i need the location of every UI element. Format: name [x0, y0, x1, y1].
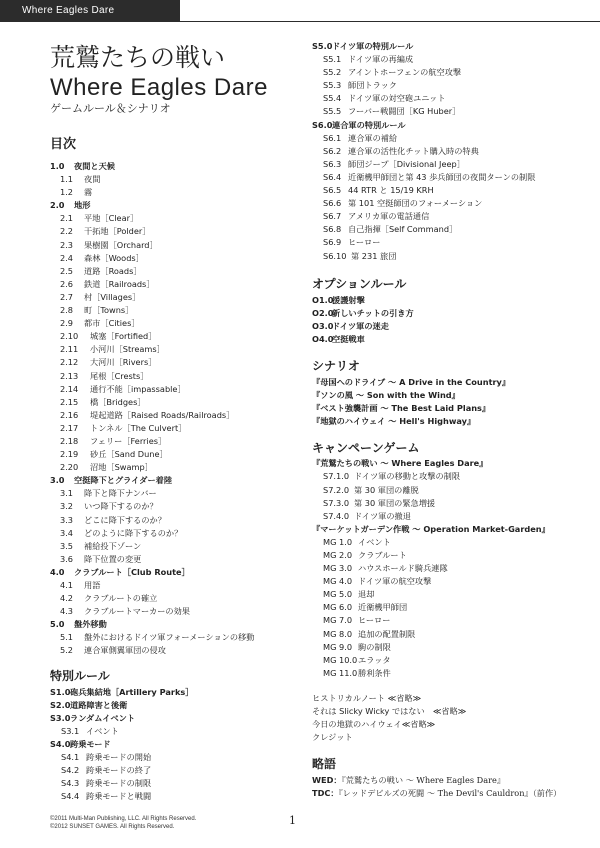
toc-entry [50, 540, 290, 553]
entry-number: S5.1 [323, 54, 342, 65]
toc-entry [50, 383, 290, 396]
entry-number: S6.1 [323, 132, 342, 143]
entry-title: 降下位置の変更 [84, 553, 142, 564]
entry-title: 跨乗モードの終了 [86, 765, 152, 776]
entry-title: ドイツ軍の航空攻撃 [358, 576, 432, 587]
entry-number: 2.13 [60, 370, 79, 381]
entry-title: 尾根［Crests］ [90, 370, 149, 381]
misc-item: クレジット [312, 732, 353, 743]
entry-title: 果樹園［Orchard］ [84, 239, 158, 250]
campaign-entry [312, 641, 572, 654]
toc-entry [50, 592, 290, 605]
entry-title: 跨乗モード [70, 738, 111, 749]
entry-title: ドイツ軍の再編成 [348, 54, 414, 65]
title-english: Where Eagles Dare [50, 74, 268, 101]
campaign-entry [312, 536, 572, 549]
toc-list [50, 160, 290, 658]
campaign-entry [312, 601, 572, 614]
toc-entry [50, 527, 290, 540]
campaign-entry [312, 667, 572, 680]
entry-number: S5.5 [323, 106, 342, 117]
entry-title: 第 30 軍団の緊急増援 [354, 497, 436, 508]
entry-number: 2.7 [60, 291, 74, 302]
entry-number: 2.2 [60, 226, 74, 237]
entry-number: 2.17 [60, 422, 79, 433]
toc-entry [50, 304, 290, 317]
campaign-entry [312, 549, 572, 562]
scenario-item: 『母国へのドライブ 〜 A Drive in the Country』 [312, 376, 511, 387]
toc-heading: 目次 [50, 137, 77, 152]
campaign-mg-list [312, 536, 572, 680]
right-column [312, 40, 572, 801]
entry-number: 2.18 [60, 435, 79, 446]
entry-title: 降下と降下ナンバー [84, 488, 157, 499]
toc-entry [50, 422, 290, 435]
entry-title: 夜間 [84, 174, 101, 185]
copyright-line-2: ©2012 SUNSET GAMES. All Rights Reserved. [50, 824, 175, 830]
entry-title: フーバー戦闘団［KG Huber］ [348, 106, 461, 117]
toc-entry [312, 197, 572, 210]
campaign-entry [312, 628, 572, 641]
entry-title: 新しいチットの引き方 [332, 307, 414, 318]
entry-title: 道路［Roads］ [84, 265, 142, 276]
entry-title: イベント [358, 536, 391, 547]
scenario-item: 『ソンの風 〜 Son with the Wind』 [312, 390, 460, 401]
toc-entry [50, 278, 290, 291]
entry-number: S2.0 [50, 699, 71, 710]
entry-number: S6.0 [312, 119, 333, 130]
toc-entry [312, 105, 572, 118]
toc-entry [50, 474, 290, 487]
abbrev-list [312, 774, 572, 800]
entry-number: S6.9 [323, 237, 342, 248]
entry-title: クラブルートマーカーの効果 [84, 606, 190, 617]
entry-number: 5.2 [60, 645, 74, 656]
scenario-list [312, 376, 572, 428]
toc-entry [312, 307, 572, 320]
entry-number: 2.19 [60, 449, 79, 460]
abbrev-key: WED： [312, 775, 342, 786]
toc-entry [50, 265, 290, 278]
toc-entry [50, 631, 290, 644]
toc-entry [50, 239, 290, 252]
campaign-entry [312, 575, 572, 588]
entry-number: MG 5.0 [323, 589, 353, 600]
scenario-item: 『ベスト強襲計画 〜 The Best Laid Plans』 [312, 403, 491, 414]
entry-title: ドイツ軍の迷走 [332, 320, 389, 331]
toc-entry [50, 790, 290, 803]
toc-entry [50, 186, 290, 199]
entry-title: 城塞［Fortified］ [90, 331, 157, 342]
entry-number: S6.10 [323, 250, 347, 261]
entry-title: 第 231 旅団 [351, 250, 397, 261]
toc-entry [50, 618, 290, 631]
entry-number: 1.0 [50, 161, 65, 171]
entry-title: 村［Villages］ [84, 291, 141, 302]
entry-number: 2.6 [60, 278, 74, 289]
entry-number: MG 6.0 [323, 602, 353, 613]
entry-number: S4.1 [61, 752, 80, 763]
toc-entry [50, 160, 290, 173]
entry-title: ドイツ軍の移動と攻撃の制限 [354, 471, 461, 482]
toc-entry [50, 291, 290, 304]
copyright [50, 815, 196, 831]
toc-entry [50, 212, 290, 225]
toc-entry [312, 210, 572, 223]
toc-entry [50, 343, 290, 356]
abbrev-key: TDC： [312, 788, 339, 799]
entry-number: 2.5 [60, 265, 74, 276]
toc-entry [50, 461, 290, 474]
entry-number: 2.16 [60, 409, 79, 420]
entry-number: O1.0 [312, 294, 334, 305]
entry-title: 森林［Woods］ [84, 252, 144, 263]
abbrev-entry [312, 787, 572, 800]
entry-title: 師団トラック [348, 80, 397, 91]
entry-title: クラブルートの確立 [84, 593, 158, 604]
title-japanese: 荒鷲たちの戦い [50, 43, 226, 72]
page-number: 1 [289, 814, 296, 827]
toc-entry [50, 699, 290, 712]
entry-title: 干拓地［Polder］ [84, 226, 151, 237]
entry-number: O2.0 [312, 307, 334, 318]
entry-title: どのように降下するのか？ [84, 527, 183, 538]
entry-title: 第 30 軍団の離脱 [354, 484, 419, 495]
toc-entry [50, 356, 290, 369]
entry-title: エラッタ [358, 654, 391, 665]
entry-number: S7.3.0 [323, 497, 350, 508]
toc-entry [312, 320, 572, 333]
scenario-item: 『地獄のハイウェイ 〜 Hell's Highway』 [312, 416, 476, 427]
entry-number: 2.3 [60, 239, 74, 250]
entry-title: ヒーロー [348, 237, 381, 248]
optional-rules-heading: オプションルール [312, 276, 407, 291]
toc-entry [50, 252, 290, 265]
entry-title: ハウスホールド騎兵連隊 [358, 563, 448, 574]
abbrev-heading: 略語 [312, 757, 337, 772]
entry-number: S6.3 [323, 158, 342, 169]
entry-number: S1.0 [50, 686, 71, 697]
misc-item: それは Slicky Wicky ではない ≪省略≫ [312, 706, 467, 717]
toc-entry [312, 333, 572, 346]
misc-list [312, 692, 572, 744]
entry-title: クラブルート [358, 550, 407, 560]
entry-number: 2.10 [60, 331, 79, 342]
entry-title: 連合軍側翼軍団の侵攻 [84, 645, 166, 656]
toc-entry [50, 487, 290, 500]
entry-title: 砂丘［Sand Dune］ [90, 449, 168, 460]
campaign-wed-title: 『荒鷲たちの戦い 〜 Where Eagles Dare』 [312, 458, 488, 469]
entry-number: 4.1 [60, 580, 74, 590]
entry-number: S6.2 [323, 145, 342, 156]
entry-title: 夜間と天候 [74, 161, 115, 171]
entry-title: 堤起道路［Raised Roads/Railroads］ [90, 409, 235, 420]
entry-number: 2.9 [60, 318, 74, 329]
toc-entry [50, 579, 290, 592]
entry-number: MG 3.0 [323, 563, 353, 574]
entry-number: S4.3 [61, 778, 80, 789]
entry-title: 連合軍の特別ルール [332, 119, 406, 130]
campaign-entry [312, 562, 572, 575]
special-rules-continued-list [312, 40, 572, 263]
entry-number: S4.2 [61, 765, 80, 776]
toc-entry [50, 553, 290, 566]
entry-title: 道路障害と後衛 [70, 699, 128, 710]
toc-entry [312, 236, 572, 249]
entry-number: 3.6 [60, 553, 74, 564]
entry-number: S5.3 [323, 80, 342, 91]
abbrev-value: 『レッドデビルズの死闘 〜 The Devil's Cauldron』（前作） [338, 788, 562, 799]
toc-entry [312, 66, 572, 79]
misc-item: 今日の地獄のハイウェイ≪省略≫ [312, 719, 436, 730]
entry-number: 4.3 [60, 606, 74, 617]
campaign-entry [312, 588, 572, 601]
campaign-mg-title: 『マーケットガーデン作戦 〜 Operation Market-Garden』 [312, 523, 550, 534]
toc-entry [50, 225, 290, 238]
toc-entry [50, 370, 290, 383]
toc-entry [50, 686, 290, 699]
entry-title: いつ降下するのか？ [84, 501, 158, 512]
entry-number: MG 4.0 [323, 576, 353, 587]
toc-entry [50, 764, 290, 777]
entry-number: 3.0 [50, 475, 65, 486]
entry-title: 小河川［Streams］ [90, 344, 165, 355]
entry-number: 2.14 [60, 383, 79, 394]
entry-number: 2.1 [60, 213, 74, 224]
toc-entry [50, 566, 290, 579]
entry-number: MG 10.0 [323, 654, 358, 665]
entry-title: 駒の制限 [358, 641, 391, 652]
entry-number: MG 7.0 [323, 615, 353, 626]
toc-entry [50, 738, 290, 751]
entry-title: トンネル［The Culvert］ [90, 422, 187, 433]
entry-number: MG 9.0 [323, 641, 353, 652]
special-rules-heading: 特別ルール [50, 668, 110, 683]
entry-title: フェリー［Ferries］ [90, 435, 167, 446]
campaign-entry [312, 484, 572, 497]
entry-title: 近衛機甲師団と第 43 歩兵師団の夜間ターンの制限 [348, 171, 536, 182]
entry-title: 連合軍の活性化チット購入時の特典 [348, 145, 479, 156]
entry-title: アメリカ軍の電話通信 [348, 211, 430, 222]
toc-entry [50, 725, 290, 738]
entry-title: アイントホーフェンの航空攻撃 [348, 67, 462, 78]
entry-number: 2.20 [60, 462, 79, 473]
entry-number: S5.0 [312, 41, 333, 51]
entry-title: 通行不能［impassable］ [90, 383, 186, 394]
entry-title: 跨乗モードの開始 [86, 752, 152, 763]
entry-number: 2.0 [50, 200, 65, 211]
entry-title: 盤外移動 [74, 619, 107, 630]
campaign-entry [312, 497, 572, 510]
toc-entry [50, 448, 290, 461]
entry-title: 砲兵集結地［Artillery Parks］ [70, 686, 194, 697]
entry-title: 霧 [84, 187, 93, 198]
entry-title: 鉄道［Railroads］ [84, 278, 155, 289]
entry-number: 5.1 [60, 632, 74, 643]
entry-number: 3.5 [60, 540, 74, 551]
toc-entry [312, 223, 572, 236]
entry-title: 追加の配置制限 [358, 628, 416, 639]
entry-title: ドイツ軍の対空砲ユニット [348, 93, 446, 104]
entry-title: クラブルート［Club Route］ [74, 566, 190, 577]
subtitle: ゲームルール＆シナリオ [50, 102, 171, 115]
toc-entry [312, 132, 572, 145]
entry-number: 2.12 [60, 357, 79, 368]
toc-entry [50, 435, 290, 448]
entry-number: S5.4 [323, 93, 342, 104]
campaign-entry [312, 654, 572, 667]
toc-entry [50, 712, 290, 725]
entry-number: 3.2 [60, 501, 74, 512]
entry-number: MG 1.0 [323, 536, 353, 547]
entry-number: 3.1 [60, 488, 74, 499]
toc-entry [312, 145, 572, 158]
entry-title: ドイツ軍の撤退 [354, 510, 411, 521]
entry-number: 3.3 [60, 514, 74, 525]
toc-entry [50, 514, 290, 527]
entry-title: 平地［Clear］ [84, 213, 139, 224]
entry-title: 跨乗モードと戦闘 [86, 791, 152, 802]
entry-number: S7.1.0 [323, 471, 350, 482]
entry-number: 2.4 [60, 252, 74, 263]
toc-entry [312, 92, 572, 105]
entry-title: 空挺降下とグライダー着陸 [74, 475, 173, 486]
entry-title: 空挺戦車 [332, 333, 365, 344]
toc-entry [312, 53, 572, 66]
entry-number: S3.1 [61, 725, 80, 736]
entry-number: 2.15 [60, 396, 79, 407]
entry-number: 2.11 [60, 344, 79, 355]
campaign-wed-list [312, 470, 572, 522]
entry-number: 4.2 [60, 593, 74, 604]
toc-entry [50, 500, 290, 513]
toc-entry [50, 317, 290, 330]
entry-title: 地形 [74, 200, 91, 211]
abbrev-value: 『荒鷲たちの戦い 〜 Where Eagles Dare』 [341, 775, 506, 786]
entry-title: 沼地［Swamp］ [90, 462, 153, 473]
entry-title: ドイツ軍の特別ルール [332, 41, 414, 51]
entry-title: 町［Towns］ [84, 305, 134, 316]
toc-entry [50, 173, 290, 186]
entry-number: S6.5 [323, 185, 342, 196]
entry-title: ヒーロー [358, 615, 391, 626]
entry-title: イベント [86, 725, 119, 736]
campaign-heading: キャンペーンゲーム [312, 441, 420, 456]
entry-title: 勝利条件 [358, 667, 391, 678]
header-tab: Where Eagles Dare [0, 0, 180, 22]
entry-number: 1.2 [60, 187, 74, 198]
entry-title: 橋［Bridges］ [90, 396, 146, 407]
entry-number: 4.0 [50, 566, 65, 577]
toc-entry [50, 777, 290, 790]
scenarios-heading: シナリオ [312, 358, 360, 373]
entry-number: O3.0 [312, 320, 334, 331]
entry-title: ランダムイベント [70, 712, 136, 723]
copyright-line-1: ©2011 Multi-Man Publishing, LLC. All Rights Reserved. [50, 816, 197, 822]
campaign-entry [312, 614, 572, 627]
toc-entry [50, 605, 290, 618]
entry-title: 補給投下ゾーン [84, 540, 142, 551]
toc-entry [312, 171, 572, 184]
entry-number: 3.4 [60, 527, 74, 538]
entry-title: 跨乗モードの制限 [86, 778, 152, 789]
entry-number: S6.8 [323, 224, 342, 235]
toc-entry [312, 119, 572, 132]
toc-entry [312, 184, 572, 197]
entry-number: S7.2.0 [323, 484, 350, 495]
entry-title: 自己指揮［Self Command］ [348, 224, 458, 235]
entry-number: 2.8 [60, 305, 74, 316]
toc-entry [312, 158, 572, 171]
toc-entry [50, 330, 290, 343]
entry-title: 盤外におけるドイツ軍フォーメーションの移動 [84, 632, 255, 643]
entry-title: 近衛機甲師団 [358, 602, 408, 613]
entry-title: 大河川［Rivers］ [90, 357, 157, 368]
left-column [50, 136, 290, 803]
entry-title: 44 RTR と 15/19 KRH [348, 185, 434, 196]
campaign-entry [312, 470, 572, 483]
entry-number: S6.6 [323, 198, 342, 209]
entry-number: MG 2.0 [323, 550, 353, 560]
toc-entry [50, 644, 290, 657]
entry-number: S6.7 [323, 211, 342, 222]
optional-rules-list [312, 294, 572, 346]
entry-number: 1.1 [60, 174, 74, 185]
entry-number: S4.4 [61, 791, 80, 802]
entry-title: 援護射撃 [332, 294, 365, 305]
entry-number: S4.0 [50, 738, 71, 749]
entry-title: 退却 [358, 589, 375, 600]
entry-title: 第 101 空挺師団のフォーメーション [348, 198, 483, 209]
entry-number: O4.0 [312, 333, 334, 344]
toc-entry [312, 294, 572, 307]
entry-title: 師団ジープ［Divisional Jeep］ [348, 158, 465, 169]
toc-entry [312, 250, 572, 263]
entry-number: S7.4.0 [323, 510, 350, 521]
toc-entry [50, 199, 290, 212]
entry-title: 用語 [84, 580, 101, 590]
campaign-entry [312, 510, 572, 523]
entry-title: 都市［Cities］ [84, 318, 140, 329]
abbrev-entry [312, 774, 572, 787]
toc-entry [312, 40, 572, 53]
entry-number: S6.4 [323, 171, 342, 182]
entry-number: MG 11.0 [323, 667, 358, 678]
entry-number: S5.2 [323, 67, 342, 78]
entry-number: S3.0 [50, 712, 71, 723]
toc-entry [50, 396, 290, 409]
toc-entry [50, 751, 290, 764]
entry-number: 5.0 [50, 619, 65, 630]
toc-entry [50, 409, 290, 422]
entry-title: 連合軍の補給 [348, 132, 398, 143]
header-rule [0, 21, 600, 22]
misc-item: ヒストリカルノート ≪省略≫ [312, 692, 422, 703]
special-rules-list [50, 686, 290, 804]
entry-title: どこに降下するのか？ [84, 514, 166, 525]
entry-number: MG 8.0 [323, 628, 353, 639]
toc-entry [312, 79, 572, 92]
